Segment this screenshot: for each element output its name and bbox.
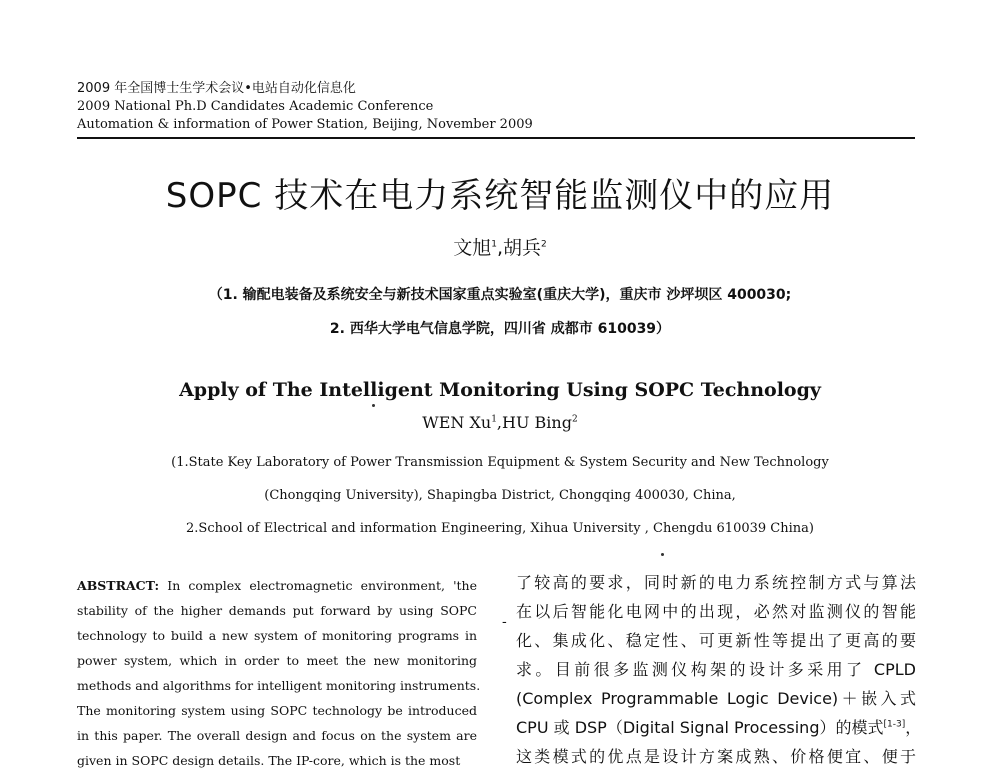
body-line: 这类模式的优点是设计方案成熟、价格便宜、便于 — [516, 747, 916, 766]
scan-speck — [661, 553, 664, 556]
abstract-label: ABSTRACT: — [77, 578, 160, 593]
author-2-affiliation-mark: 2 — [541, 239, 547, 250]
author-1-affiliation-mark: 1 — [491, 239, 497, 250]
header-rule — [77, 137, 915, 139]
citation-marker: [1-3] — [883, 719, 906, 730]
body-line: 求。目前很多监测仪构架的设计多采用了 CPLD — [516, 660, 916, 679]
authors-chinese — [0, 233, 1000, 260]
abstract-line: in this paper. The overall design and focus on the system are — [77, 728, 477, 743]
affiliation-english-3: 2.School of Electrical and information Engineering, Xihua University , Chengdu 610039 China) — [186, 521, 814, 536]
paper-title-english: Apply of The Intelligent Monitoring Using SOPC Technology — [179, 379, 821, 401]
abstract-line: methods and algorithms for intelligent monitoring instruments. — [77, 678, 481, 693]
header-line-english: 2009 National Ph.D Candidates Academic Conference — [77, 99, 434, 114]
paper-title-chinese: SOPC 技术在电力系统智能监测仪中的应用 — [165, 176, 835, 216]
author-2: 胡兵 — [503, 237, 542, 259]
author-2-en-affiliation-mark: 2 — [571, 414, 578, 425]
body-line: 化、集成化、稳定性、可更新性等提出了更高的要 — [516, 631, 916, 650]
affiliation-english-1: (1.State Key Laboratory of Power Transmission Equipment & System Security and New Technology — [171, 455, 829, 470]
author-1-en-affiliation-mark: 1 — [491, 414, 497, 425]
header-line-chinese: 2009 年全国博士生学术会议•电站自动化信息化 — [77, 81, 356, 96]
author-2-en: HU Bing — [502, 413, 572, 432]
body-line-with-citation: CPU 或 DSP（Digital Signal Processing）的模式[1-3]， — [516, 718, 922, 737]
affiliation-chinese-2: 2. 西华大学电气信息学院，四川省 成都市 610039） — [329, 321, 671, 337]
abstract-line: ABSTRACT: In complex electromagnetic environment, 'the — [77, 578, 477, 593]
body-column-chinese — [516, 568, 922, 771]
header-line-venue: Automation & information of Power Station, Beijing, November 2009 — [77, 117, 533, 132]
conference-header — [77, 80, 917, 134]
authors-english — [0, 413, 1000, 432]
abstract-line: The monitoring system using SOPC technology be introduced — [77, 703, 477, 718]
author-separator: , — [496, 237, 504, 259]
abstract-column — [77, 573, 481, 773]
body-line: 了较高的要求，同时新的电力系统控制方式与算法 — [516, 573, 916, 592]
author-1-en: WEN Xu — [422, 413, 492, 432]
abstract-line: technology to build a new system of monitoring programs in — [77, 628, 477, 643]
scan-speck — [372, 404, 375, 407]
margin-mark: - — [502, 614, 507, 630]
abstract-line: given in SOPC design details. The IP-core, which is the most — [77, 753, 461, 768]
author-en-separator: , — [496, 413, 503, 432]
author-1: 文旭 — [453, 237, 492, 259]
affiliation-chinese-1: （1. 输配电装备及系统安全与新技术国家重点实验室(重庆大学)，重庆市 沙坪坝区 400030; — [208, 287, 792, 303]
abstract-line: stability of the higher demands put forward by using SOPC — [77, 603, 477, 618]
body-line: 在以后智能化电网中的出现，必然对监测仪的智能 — [516, 602, 916, 621]
abstract-line: power system, which in order to meet the new monitoring — [77, 653, 477, 668]
affiliation-english-2: (Chongqing University), Shapingba District, Chongqing 400030, China, — [264, 488, 736, 503]
body-line: (Complex Programmable Logic Device)＋嵌入式 — [516, 689, 916, 708]
